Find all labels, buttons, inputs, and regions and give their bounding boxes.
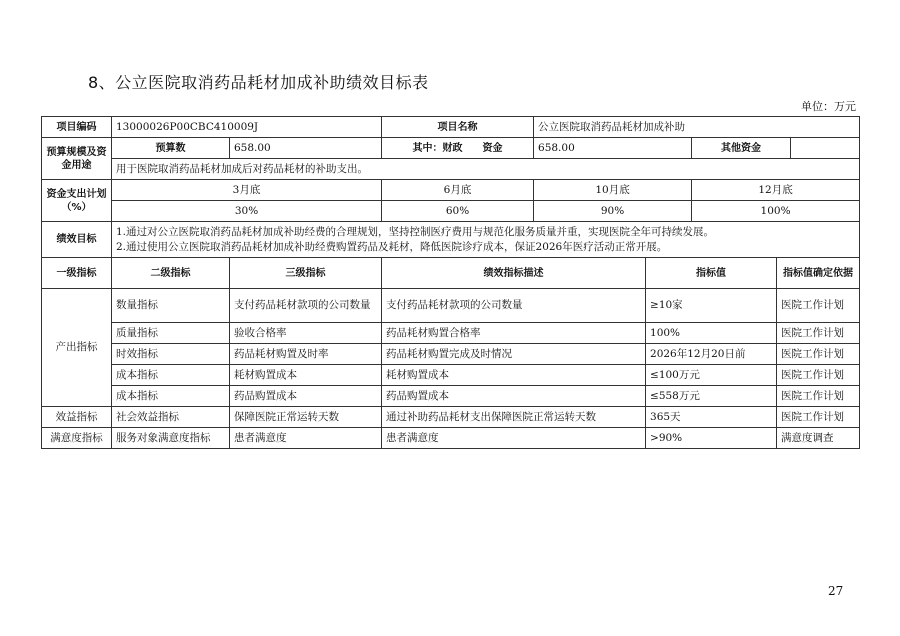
header-basis: 指标值确定依据	[777, 258, 860, 289]
project-name-label: 项目名称	[382, 117, 534, 138]
finance-value: 658.00	[534, 138, 692, 159]
indicator-description: 支付药品耗材款项的公司数量	[382, 289, 646, 323]
indicator-basis: 医院工作计划	[777, 289, 860, 323]
indicator-description: 药品耗材购置完成及时情况	[382, 344, 646, 365]
indicator-value: ≤558万元	[646, 386, 777, 407]
level1-indicator: 产出指标	[42, 289, 112, 407]
indicator-basis: 医院工作计划	[777, 323, 860, 344]
indicator-row	[42, 365, 860, 386]
goals-text	[112, 222, 860, 258]
project-name: 公立医院取消药品耗材加成补助	[534, 117, 860, 138]
budget-label: 预算数	[112, 138, 230, 159]
indicator-value: >90%	[646, 428, 777, 449]
goal-line: 2.通过使用公立医院取消药品耗材加成补助经费购置药品及耗材，降低医院诊疗成本，保证2026年医疗活动正常开展。	[116, 240, 668, 253]
indicator-row	[42, 289, 860, 323]
level3-indicator: 患者满意度	[230, 428, 382, 449]
indicator-description: 患者满意度	[382, 428, 646, 449]
budget-scale-label: 预算规模及资金用途	[42, 138, 112, 180]
goals-label: 绩效目标	[42, 222, 112, 258]
plan-value: 90%	[534, 201, 692, 222]
page-number: 27	[828, 584, 844, 598]
indicator-value: ≤100万元	[646, 365, 777, 386]
budget-value: 658.00	[230, 138, 382, 159]
indicator-basis: 医院工作计划	[777, 344, 860, 365]
header-description: 绩效指标描述	[382, 258, 646, 289]
funds-purpose: 用于医院取消药品耗材加成后对药品耗材的补助支出。	[112, 159, 860, 180]
indicator-description: 通过补助药品耗材支出保障医院正常运转天数	[382, 407, 646, 428]
indicator-value: 2026年12月20日前	[646, 344, 777, 365]
project-code: 13000026P00CBC410009J	[112, 117, 382, 138]
indicator-row	[42, 407, 860, 428]
indicator-description: 药品购置成本	[382, 386, 646, 407]
level2-indicator: 服务对象满意度指标	[112, 428, 230, 449]
plan-period: 10月底	[534, 180, 692, 201]
goal-line: 1.通过对公立医院取消药品耗材加成补助经费的合理规划，坚持控制医疗费用与规范化服务质量并重，实现医院全年可持续发展。	[116, 225, 715, 238]
level2-indicator: 质量指标	[112, 323, 230, 344]
indicator-value: 100%	[646, 323, 777, 344]
plan-value: 100%	[692, 201, 860, 222]
level3-indicator: 耗材购置成本	[230, 365, 382, 386]
indicator-basis: 医院工作计划	[777, 386, 860, 407]
indicator-description: 药品耗材购置合格率	[382, 323, 646, 344]
indicator-row	[42, 428, 860, 449]
header-level1: 一级指标	[42, 258, 112, 289]
plan-period: 12月底	[692, 180, 860, 201]
performance-target-table	[41, 116, 860, 449]
indicator-value: ≥10家	[646, 289, 777, 323]
plan-period: 3月底	[112, 180, 382, 201]
level3-indicator: 药品耗材购置及时率	[230, 344, 382, 365]
level3-indicator: 保障医院正常运转天数	[230, 407, 382, 428]
level1-indicator: 满意度指标	[42, 428, 112, 449]
level2-indicator: 数量指标	[112, 289, 230, 323]
plan-value: 30%	[112, 201, 382, 222]
project-code-label: 项目编码	[42, 117, 112, 138]
page-title: 8、公立医院取消药品耗材加成补助绩效目标表	[88, 73, 429, 92]
level3-indicator: 验收合格率	[230, 323, 382, 344]
plan-label: 资金支出计划（%）	[42, 180, 112, 222]
level2-indicator: 成本指标	[112, 386, 230, 407]
indicator-row	[42, 323, 860, 344]
unit-label: 单位：万元	[801, 100, 856, 113]
indicator-description: 耗材购置成本	[382, 365, 646, 386]
level3-indicator: 支付药品耗材款项的公司数量	[230, 289, 382, 323]
other-funds-label: 其他资金	[692, 138, 791, 159]
finance-label: 其中：财政 资金	[382, 138, 534, 159]
level2-indicator: 社会效益指标	[112, 407, 230, 428]
plan-value: 60%	[382, 201, 534, 222]
indicator-row	[42, 344, 860, 365]
indicator-basis: 满意度调查	[777, 428, 860, 449]
level1-indicator: 效益指标	[42, 407, 112, 428]
level3-indicator: 药品购置成本	[230, 386, 382, 407]
indicator-value: 365天	[646, 407, 777, 428]
indicator-row	[42, 386, 860, 407]
header-value: 指标值	[646, 258, 777, 289]
indicator-basis: 医院工作计划	[777, 407, 860, 428]
header-level2: 二级指标	[112, 258, 230, 289]
level2-indicator: 时效指标	[112, 344, 230, 365]
other-funds-value	[791, 138, 860, 159]
header-level3: 三级指标	[230, 258, 382, 289]
level2-indicator: 成本指标	[112, 365, 230, 386]
indicator-basis: 医院工作计划	[777, 365, 860, 386]
plan-period: 6月底	[382, 180, 534, 201]
